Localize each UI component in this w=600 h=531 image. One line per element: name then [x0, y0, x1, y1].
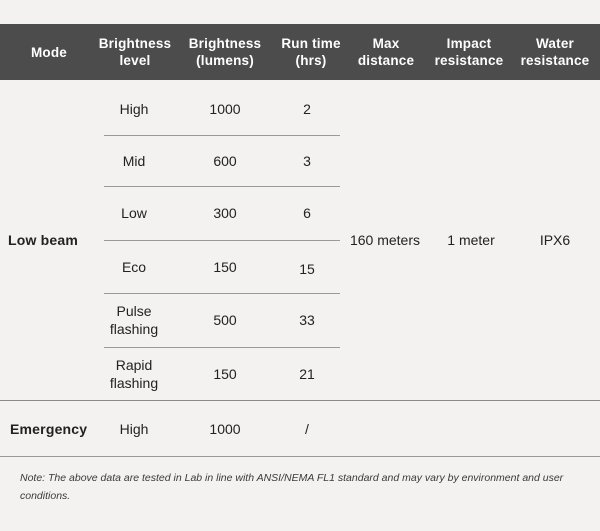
run-time-cell: / [305, 421, 309, 437]
lumens-cell: 1000 [209, 421, 241, 437]
footnote: Note: The above data are tested in Lab in line with ANSI/NEMA FL1 standard and may vary by environment and user conditions. [20, 472, 564, 502]
impact-resistance-value: 1 meter [447, 232, 495, 248]
lumens-cell: 150 [213, 366, 237, 382]
lumens-cell: 300 [213, 205, 237, 221]
mode-low-beam: Low beam [8, 232, 79, 248]
mode-emergency: Emergency [10, 421, 88, 437]
run-time-cell: 33 [299, 312, 315, 328]
lumens-cell: 500 [213, 312, 237, 328]
lumens-cell: 600 [213, 153, 237, 169]
run-time-cell: 21 [299, 366, 315, 382]
header-mode: Mode [30, 44, 68, 60]
header-run-time: Run time (hrs) [281, 36, 341, 68]
level-cell: High [119, 421, 149, 437]
level-cell: Pulse flashing [109, 303, 159, 337]
water-resistance-value: IPX6 [539, 232, 571, 248]
max-distance-value: 160 meters [349, 232, 421, 248]
table-bottom-divider [0, 456, 600, 457]
level-cell: Rapid flashing [109, 357, 159, 391]
run-time-cell: 2 [303, 101, 311, 117]
header-brightness-level: Brightness level [98, 36, 172, 68]
level-cell: High [119, 101, 149, 117]
header-water-resistance: Water resistance [520, 36, 590, 68]
lumens-cell: 150 [213, 259, 237, 275]
lumens-cell: 1000 [209, 101, 241, 117]
run-time-cell: 6 [303, 205, 311, 221]
header-impact-resistance: Impact resistance [434, 36, 504, 68]
level-cell: Eco [121, 259, 147, 275]
header-max-distance: Max distance [357, 36, 415, 68]
level-cell: Mid [122, 153, 146, 169]
run-time-cell: 3 [303, 153, 311, 169]
level-cell: Low [121, 205, 147, 221]
header-brightness-lumens: Brightness (lumens) [188, 36, 262, 68]
section-divider [0, 400, 600, 401]
run-time-cell: 15 [299, 261, 315, 277]
